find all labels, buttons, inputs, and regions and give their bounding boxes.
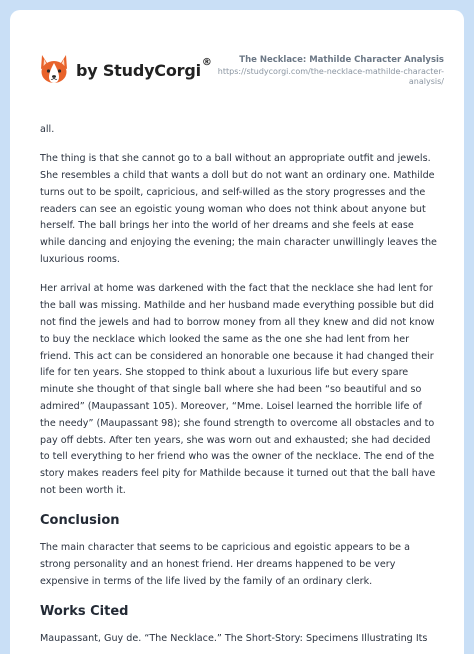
paragraph-ball: The thing is that she cannot go to a ball without an appropriate outfit and jewels. She resembles a child that wants a doll but do not want an ordinary one. Mathilde turns out to be spoilt, capricious, and self-willed as the story progresses and the readers can see an egoistic young woman who does not think about anyone but herself. The ball brings her into the world of her dreams and she feels at ease while dancing and enjoying the evening; the main character unwillingly leaves the luxurious rooms. (40, 153, 437, 266)
corgi-icon (38, 52, 70, 86)
registered-mark: ® (201, 56, 212, 68)
document-body (40, 122, 438, 654)
paragraph-necklace: Her arrival at home was darkened with the fact that the necklace she had lent for the ball was missing. Mathilde and her husband made everything possible but did not find the jewels and had to borrow money from all they knew and did not know to buy the necklace which looked the same as the one she had lent from her friend. This act can be considered an honorable one because it had changed their life for ten years. She stopped to think about a luxurious life but every spare minute she thought of that single ball where she had been “so beautiful and so admired” (Maupassant 105). Moreover, “Mme. Loisel learned the horrible life of the needy” (Maupassant 98); she found strength to overcome all obstacles and to pay off debts. After ten years, she was worn out and exhausted; she had decided to tell everything to her friend who was the owner of the necklace. The end of the story makes readers feel pity for Mathilde because it turned out that the ball have not been worth it. (40, 283, 436, 496)
document-url[interactable]: https://studycorgi.com/the-necklace-mathilde-character-analysis/ (217, 67, 444, 86)
paragraph-conclusion: The main character that seems to be capricious and egoistic appears to be a strong personality and an honest friend. Her dreams happened to be very expensive in terms of the life lived by the family of an ordinary clerk. (40, 542, 410, 587)
studycorgi-logo[interactable] (38, 52, 212, 86)
paragraph-fragment: all. (40, 124, 55, 135)
document-title: The Necklace: Mathilde Character Analysis (239, 55, 444, 65)
heading-works-cited: Works Cited (40, 604, 129, 620)
citation-entry: Maupassant, Guy de. “The Necklace.” The Short-Story: Specimens Illustrating Its (40, 633, 428, 645)
document-meta (201, 54, 444, 87)
document-page (10, 10, 464, 654)
brand-name: by StudyCorgi (76, 60, 201, 80)
page-header (10, 10, 464, 120)
heading-conclusion: Conclusion (40, 513, 120, 529)
